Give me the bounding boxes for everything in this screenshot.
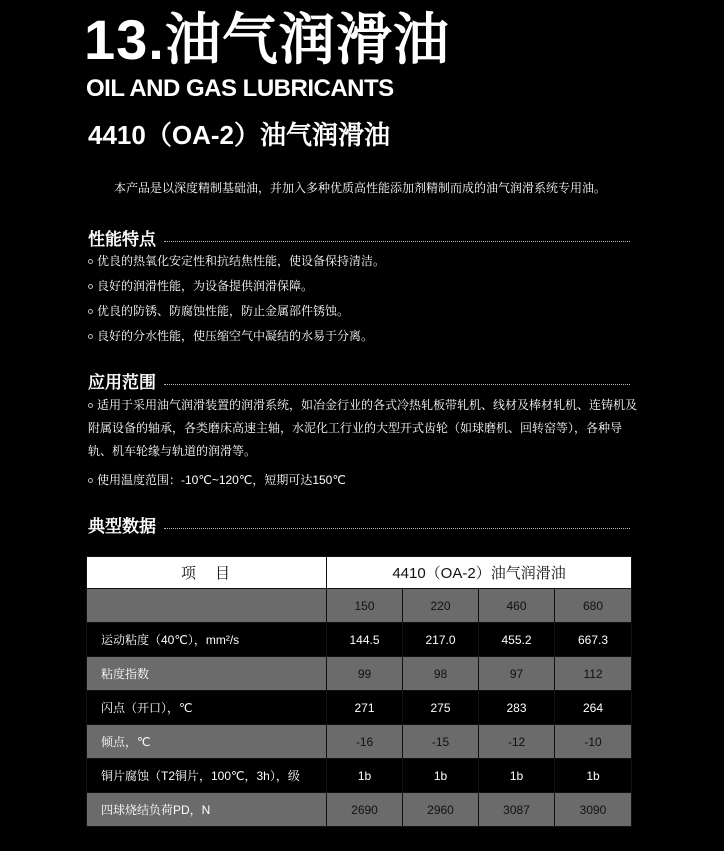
- feature-item: 良好的润滑性能，为设备提供润滑保障。: [88, 275, 634, 298]
- value-cell: 144.5: [327, 623, 403, 657]
- grade-cell: 150: [327, 589, 403, 623]
- application-item: 适用于采用油气润滑装置的润滑系统，如冶金行业的各式冷热轧板带轧机、线材及棒材轧机、连铸机及附属设备的轴承，各类磨床高速主轴，水泥化工行业的大型开式齿轮（如球磨机、回转窑等），各种导轨、机车轮缘与轨道的润滑等。: [88, 398, 638, 458]
- value-cell: 275: [403, 691, 479, 725]
- dotted-divider: [164, 384, 630, 385]
- table-row: [87, 793, 632, 827]
- dotted-divider: [164, 241, 630, 242]
- value-cell: 1b: [555, 759, 632, 793]
- property-name: 铜片腐蚀（T2铜片，100℃，3h），级: [87, 759, 327, 793]
- typical-data-section-header: [88, 512, 630, 536]
- page-title: 13.油气润滑油: [84, 8, 450, 71]
- product-name: 4410（OA-2）油气润滑油: [88, 120, 390, 150]
- value-cell: 271: [327, 691, 403, 725]
- table-row: [87, 691, 632, 725]
- table-row: [87, 759, 632, 793]
- product-column-header: 4410（OA-2）油气润滑油: [327, 557, 632, 589]
- property-name: 运动粘度（40℃），mm²/s: [87, 623, 327, 657]
- grade-row: [87, 589, 632, 623]
- item-column-header: 项 目: [87, 557, 327, 589]
- features-section-header: [88, 225, 630, 249]
- value-cell: 1b: [327, 759, 403, 793]
- value-cell: 3087: [479, 793, 555, 827]
- property-name: 四球烧结负荷PD，N: [87, 793, 327, 827]
- value-cell: 2690: [327, 793, 403, 827]
- bullet-icon: [88, 478, 93, 483]
- table-row: [87, 657, 632, 691]
- applications-heading: 应用范围: [88, 372, 156, 392]
- typical-data-heading: 典型数据: [88, 516, 156, 536]
- grade-cell: 460: [479, 589, 555, 623]
- value-cell: 667.3: [555, 623, 632, 657]
- value-cell: 98: [403, 657, 479, 691]
- bullet-icon: [88, 403, 93, 408]
- applications-section-header: [88, 368, 630, 392]
- grade-cell: 220: [403, 589, 479, 623]
- table-row: [87, 725, 632, 759]
- table-row: [87, 623, 632, 657]
- value-cell: 283: [479, 691, 555, 725]
- value-cell: 455.2: [479, 623, 555, 657]
- value-cell: -10: [555, 725, 632, 759]
- table-header-row: [87, 557, 632, 589]
- feature-item: 优良的防锈、防腐蚀性能，防止金属部件锈蚀。: [88, 300, 634, 323]
- bullet-icon: [88, 284, 93, 289]
- value-cell: 217.0: [403, 623, 479, 657]
- bullet-icon: [88, 334, 93, 339]
- product-intro: 本产品是以深度精制基础油，并加入多种优质高性能添加剂精制而成的油气润滑系统专用油。: [114, 181, 607, 195]
- value-cell: -12: [479, 725, 555, 759]
- features-heading: 性能特点: [88, 229, 156, 249]
- bullet-icon: [88, 309, 93, 314]
- value-cell: 97: [479, 657, 555, 691]
- grade-cell: 680: [555, 589, 632, 623]
- value-cell: 1b: [403, 759, 479, 793]
- property-name: 粘度指数: [87, 657, 327, 691]
- value-cell: -15: [403, 725, 479, 759]
- value-cell: -16: [327, 725, 403, 759]
- dotted-divider: [164, 528, 630, 529]
- typical-data-table: [86, 556, 632, 827]
- feature-item: 良好的分水性能，使压缩空气中凝结的水易于分离。: [88, 325, 634, 348]
- value-cell: 112: [555, 657, 632, 691]
- value-cell: 99: [327, 657, 403, 691]
- application-item: 使用温度范围：-10℃~120℃，短期可达150℃: [88, 469, 634, 492]
- page-title-english: OIL AND GAS LUBRICANTS: [86, 75, 394, 102]
- property-name: 闪点（开口），℃: [87, 691, 327, 725]
- value-cell: 3090: [555, 793, 632, 827]
- bullet-icon: [88, 259, 93, 264]
- value-cell: 2960: [403, 793, 479, 827]
- value-cell: 264: [555, 691, 632, 725]
- value-cell: 1b: [479, 759, 555, 793]
- feature-item: 优良的热氧化安定性和抗结焦性能，使设备保持清洁。: [88, 250, 634, 273]
- table-cell: [87, 589, 327, 623]
- property-name: 倾点，℃: [87, 725, 327, 759]
